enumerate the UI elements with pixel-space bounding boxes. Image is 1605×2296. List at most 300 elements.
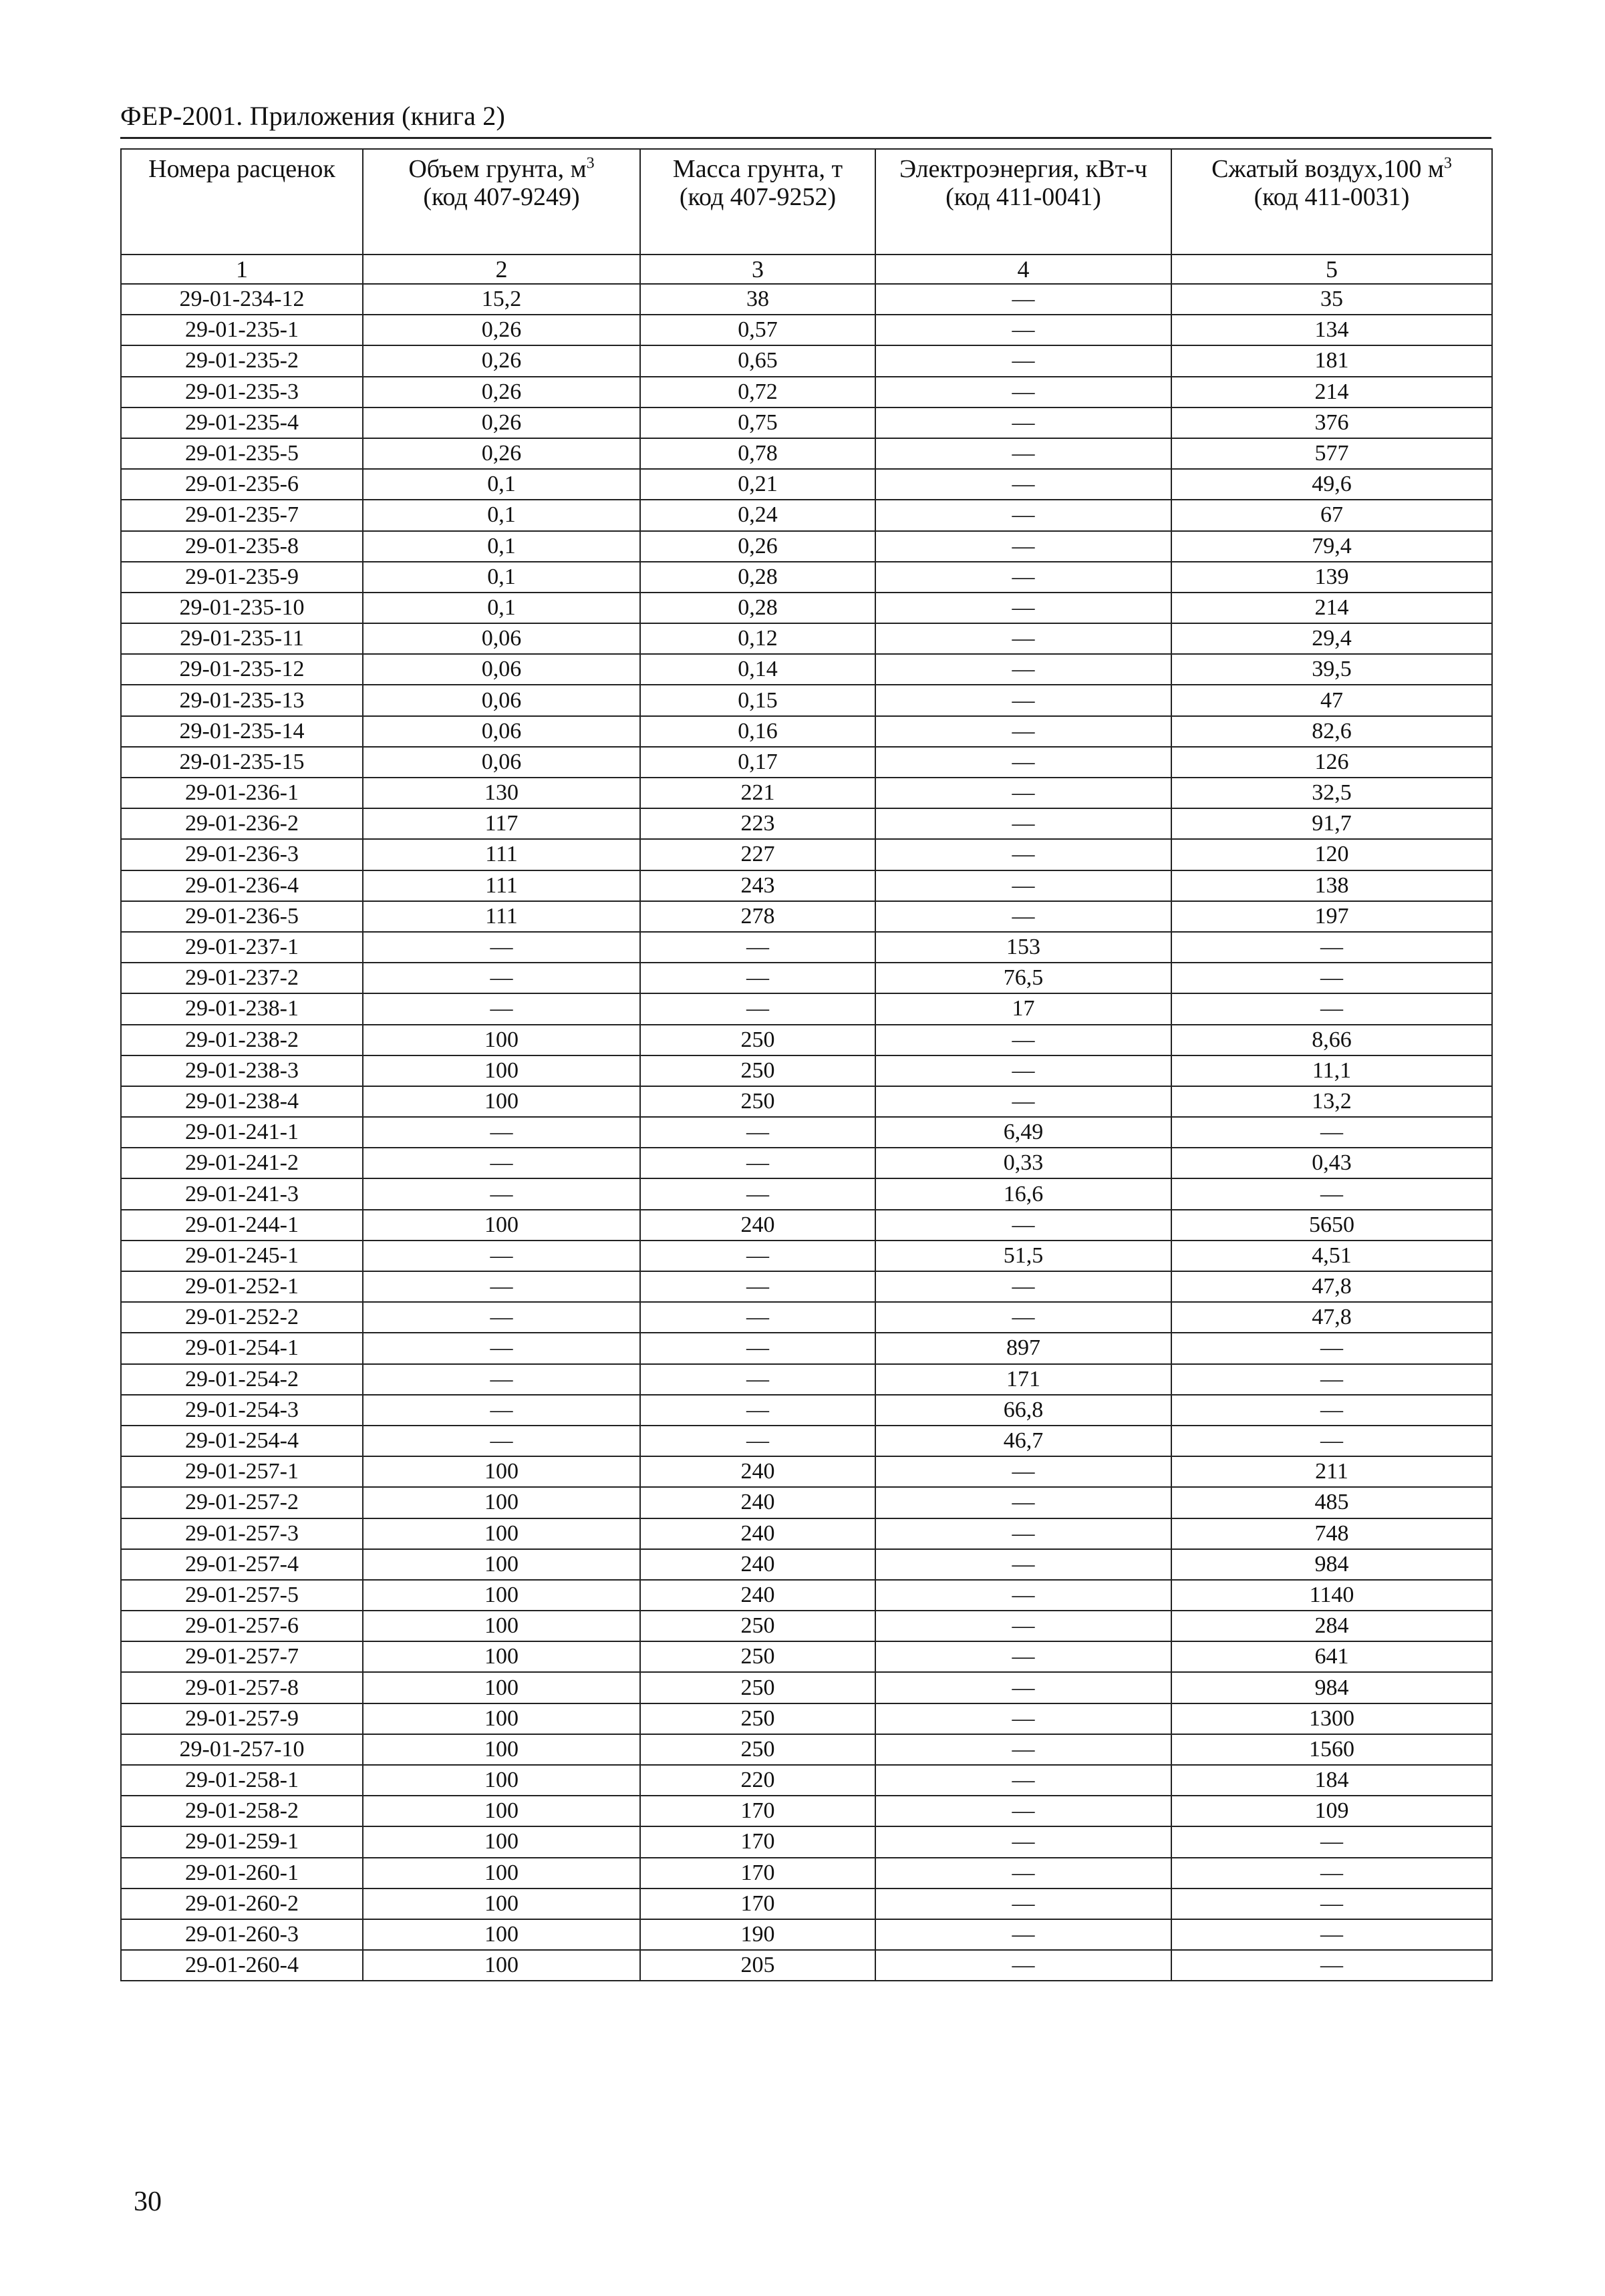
cell-soil-mass: 0,17 xyxy=(640,747,875,778)
cell-soil-mass: 190 xyxy=(640,1919,875,1950)
table-row xyxy=(121,1395,1492,1426)
cell-soil-mass: 170 xyxy=(640,1889,875,1919)
cell-soil-volume: 100 xyxy=(363,1826,640,1857)
cell-rate-number: 29-01-241-1 xyxy=(121,1117,363,1148)
cell-electricity: — xyxy=(875,1641,1171,1672)
cell-soil-volume: — xyxy=(363,1333,640,1363)
cell-rate-number: 29-01-257-10 xyxy=(121,1734,363,1765)
cell-soil-volume: 100 xyxy=(363,1611,640,1641)
cell-rate-number: 29-01-252-1 xyxy=(121,1271,363,1302)
table-row xyxy=(121,1117,1492,1148)
cell-compressed-air: 376 xyxy=(1171,407,1492,438)
cell-compressed-air: 4,51 xyxy=(1171,1241,1492,1271)
table-row xyxy=(121,1672,1492,1703)
column-number-row xyxy=(121,255,1492,284)
table-row xyxy=(121,1241,1492,1271)
cell-soil-mass: — xyxy=(640,1271,875,1302)
cell-soil-volume: 15,2 xyxy=(363,284,640,315)
cell-compressed-air: 29,4 xyxy=(1171,623,1492,654)
table-row xyxy=(121,377,1492,407)
table-row xyxy=(121,1055,1492,1086)
cell-rate-number: 29-01-238-4 xyxy=(121,1086,363,1117)
cell-electricity: — xyxy=(875,1826,1171,1857)
cell-rate-number: 29-01-235-7 xyxy=(121,500,363,530)
cell-soil-volume: 0,26 xyxy=(363,377,640,407)
cell-compressed-air: 47,8 xyxy=(1171,1271,1492,1302)
cell-electricity: — xyxy=(875,469,1171,500)
table-row xyxy=(121,1333,1492,1363)
cell-soil-mass: 0,16 xyxy=(640,716,875,747)
cell-compressed-air: 1560 xyxy=(1171,1734,1492,1765)
cell-rate-number: 29-01-241-3 xyxy=(121,1178,363,1209)
cell-soil-mass: — xyxy=(640,993,875,1024)
cell-soil-volume: — xyxy=(363,1364,640,1395)
cell-rate-number: 29-01-257-2 xyxy=(121,1487,363,1518)
cell-rate-number: 29-01-244-1 xyxy=(121,1210,363,1241)
column-header-label: Электроэнергия, кВт-ч xyxy=(899,155,1147,183)
cell-soil-mass: — xyxy=(640,963,875,993)
cell-compressed-air: 0,43 xyxy=(1171,1148,1492,1178)
cell-soil-volume: — xyxy=(363,1271,640,1302)
table-row xyxy=(121,1889,1492,1919)
column-header-soil-volume xyxy=(363,149,640,255)
cell-compressed-air: 11,1 xyxy=(1171,1055,1492,1086)
cell-soil-mass: 250 xyxy=(640,1641,875,1672)
cell-rate-number: 29-01-235-1 xyxy=(121,315,363,345)
cell-soil-mass: — xyxy=(640,1333,875,1363)
cell-electricity: — xyxy=(875,1672,1171,1703)
cell-compressed-air: 8,66 xyxy=(1171,1025,1492,1055)
column-header-label: Объем грунта, м xyxy=(408,155,587,183)
cell-electricity: — xyxy=(875,562,1171,593)
cell-soil-volume: 130 xyxy=(363,778,640,808)
cell-rate-number: 29-01-258-2 xyxy=(121,1796,363,1826)
cell-rate-number: 29-01-257-3 xyxy=(121,1518,363,1549)
cell-soil-mass: 0,57 xyxy=(640,315,875,345)
cell-soil-mass: 170 xyxy=(640,1858,875,1889)
column-header-compressed-air xyxy=(1171,149,1492,255)
cell-rate-number: 29-01-254-4 xyxy=(121,1426,363,1456)
cell-compressed-air: 134 xyxy=(1171,315,1492,345)
cell-rate-number: 29-01-236-5 xyxy=(121,901,363,932)
cell-soil-volume: 0,26 xyxy=(363,438,640,469)
table-row xyxy=(121,1734,1492,1765)
cell-electricity: 66,8 xyxy=(875,1395,1171,1426)
cell-soil-volume: — xyxy=(363,1395,640,1426)
cell-soil-volume: — xyxy=(363,1117,640,1148)
cell-soil-mass: 250 xyxy=(640,1703,875,1734)
cell-rate-number: 29-01-257-6 xyxy=(121,1611,363,1641)
cell-electricity: — xyxy=(875,1487,1171,1518)
table-row xyxy=(121,1210,1492,1241)
cell-soil-mass: 250 xyxy=(640,1055,875,1086)
cell-electricity: — xyxy=(875,1950,1171,1981)
cell-compressed-air: 91,7 xyxy=(1171,808,1492,839)
cell-soil-mass: 0,65 xyxy=(640,345,875,376)
cell-electricity: — xyxy=(875,870,1171,901)
cell-electricity: — xyxy=(875,685,1171,715)
cell-electricity: — xyxy=(875,284,1171,315)
cell-soil-volume: — xyxy=(363,1426,640,1456)
cell-soil-mass: 0,26 xyxy=(640,531,875,562)
cell-electricity: — xyxy=(875,1210,1171,1241)
cell-compressed-air: 139 xyxy=(1171,562,1492,593)
table-row xyxy=(121,1796,1492,1826)
cell-soil-volume: 0,26 xyxy=(363,345,640,376)
table-row xyxy=(121,315,1492,345)
cell-compressed-air: — xyxy=(1171,1826,1492,1857)
cell-electricity: — xyxy=(875,839,1171,870)
cell-soil-mass: 0,24 xyxy=(640,500,875,530)
cell-electricity: — xyxy=(875,438,1171,469)
cell-electricity: — xyxy=(875,1703,1171,1734)
cell-rate-number: 29-01-235-2 xyxy=(121,345,363,376)
column-number: 1 xyxy=(121,255,363,284)
cell-compressed-air: — xyxy=(1171,1178,1492,1209)
table-row xyxy=(121,747,1492,778)
cell-compressed-air: 284 xyxy=(1171,1611,1492,1641)
cell-soil-volume: 100 xyxy=(363,1086,640,1117)
cell-soil-volume: 100 xyxy=(363,1889,640,1919)
cell-compressed-air: — xyxy=(1171,993,1492,1024)
cell-rate-number: 29-01-235-4 xyxy=(121,407,363,438)
cell-compressed-air: 1140 xyxy=(1171,1580,1492,1611)
cell-rate-number: 29-01-257-4 xyxy=(121,1549,363,1580)
cell-rate-number: 29-01-258-1 xyxy=(121,1765,363,1796)
table-row xyxy=(121,345,1492,376)
cell-soil-mass: 240 xyxy=(640,1210,875,1241)
cell-soil-mass: 0,75 xyxy=(640,407,875,438)
cell-soil-volume: 0,1 xyxy=(363,469,640,500)
table-row xyxy=(121,438,1492,469)
cell-electricity: — xyxy=(875,531,1171,562)
cell-soil-volume: 0,1 xyxy=(363,562,640,593)
cell-compressed-air: 47,8 xyxy=(1171,1302,1492,1333)
cell-soil-mass: 227 xyxy=(640,839,875,870)
table-row xyxy=(121,963,1492,993)
cell-soil-volume: — xyxy=(363,1302,640,1333)
table-row xyxy=(121,623,1492,654)
table-row xyxy=(121,1703,1492,1734)
cell-electricity: — xyxy=(875,1025,1171,1055)
cell-compressed-air: 126 xyxy=(1171,747,1492,778)
cell-soil-mass: — xyxy=(640,1117,875,1148)
table-body xyxy=(121,284,1492,1981)
cell-rate-number: 29-01-259-1 xyxy=(121,1826,363,1857)
cell-compressed-air: 49,6 xyxy=(1171,469,1492,500)
table-row xyxy=(121,469,1492,500)
header-rule xyxy=(120,137,1491,139)
cell-rate-number: 29-01-236-4 xyxy=(121,870,363,901)
cell-electricity: — xyxy=(875,377,1171,407)
cell-rate-number: 29-01-260-4 xyxy=(121,1950,363,1981)
table-row xyxy=(121,993,1492,1024)
cell-soil-volume: 100 xyxy=(363,1518,640,1549)
cell-electricity: — xyxy=(875,1734,1171,1765)
cell-compressed-air: 211 xyxy=(1171,1456,1492,1487)
cell-electricity: — xyxy=(875,500,1171,530)
cell-rate-number: 29-01-257-7 xyxy=(121,1641,363,1672)
table-row xyxy=(121,716,1492,747)
cell-electricity: — xyxy=(875,747,1171,778)
cell-soil-mass: 221 xyxy=(640,778,875,808)
table-row xyxy=(121,1919,1492,1950)
table-row xyxy=(121,1178,1492,1209)
cell-electricity: — xyxy=(875,407,1171,438)
cell-rate-number: 29-01-237-2 xyxy=(121,963,363,993)
cell-soil-mass: — xyxy=(640,1241,875,1271)
cell-soil-volume: 0,06 xyxy=(363,716,640,747)
cell-rate-number: 29-01-236-2 xyxy=(121,808,363,839)
cell-electricity: — xyxy=(875,1858,1171,1889)
cell-soil-mass: — xyxy=(640,1148,875,1178)
table-head xyxy=(121,149,1492,284)
cell-electricity: — xyxy=(875,1456,1171,1487)
cell-soil-mass: 240 xyxy=(640,1549,875,1580)
cell-compressed-air: — xyxy=(1171,1858,1492,1889)
table-row xyxy=(121,284,1492,315)
cell-soil-volume: — xyxy=(363,1148,640,1178)
column-header-code: (код 407-9252) xyxy=(679,183,837,211)
cell-soil-mass: 170 xyxy=(640,1796,875,1826)
cell-soil-mass: — xyxy=(640,1395,875,1426)
cell-soil-volume: 100 xyxy=(363,1025,640,1055)
cell-soil-volume: — xyxy=(363,963,640,993)
table-row xyxy=(121,1456,1492,1487)
cell-electricity: — xyxy=(875,1055,1171,1086)
cell-rate-number: 29-01-235-12 xyxy=(121,654,363,685)
cell-soil-mass: 240 xyxy=(640,1456,875,1487)
cell-rate-number: 29-01-235-11 xyxy=(121,623,363,654)
cell-compressed-air: 641 xyxy=(1171,1641,1492,1672)
cell-compressed-air: 79,4 xyxy=(1171,531,1492,562)
cell-soil-volume: 100 xyxy=(363,1549,640,1580)
rates-table xyxy=(120,148,1493,1981)
cell-soil-mass: 205 xyxy=(640,1950,875,1981)
cell-compressed-air: 67 xyxy=(1171,500,1492,530)
cell-electricity: — xyxy=(875,1302,1171,1333)
cell-soil-mass: 220 xyxy=(640,1765,875,1796)
cell-rate-number: 29-01-254-1 xyxy=(121,1333,363,1363)
cell-soil-mass: 250 xyxy=(640,1611,875,1641)
cell-compressed-air: — xyxy=(1171,1426,1492,1456)
cell-soil-volume: 100 xyxy=(363,1950,640,1981)
column-number: 2 xyxy=(363,255,640,284)
cell-soil-mass: 250 xyxy=(640,1734,875,1765)
cell-electricity: 46,7 xyxy=(875,1426,1171,1456)
cell-electricity: — xyxy=(875,1889,1171,1919)
cell-soil-mass: 278 xyxy=(640,901,875,932)
table-row xyxy=(121,1364,1492,1395)
cell-soil-mass: 250 xyxy=(640,1025,875,1055)
cell-electricity: 897 xyxy=(875,1333,1171,1363)
cell-compressed-air: 109 xyxy=(1171,1796,1492,1826)
cell-compressed-air: — xyxy=(1171,1395,1492,1426)
column-header-label: Номера расценок xyxy=(148,155,335,183)
cell-electricity: 76,5 xyxy=(875,963,1171,993)
cell-soil-volume: 111 xyxy=(363,839,640,870)
cell-compressed-air: 214 xyxy=(1171,593,1492,623)
cell-soil-volume: 100 xyxy=(363,1456,640,1487)
column-header-row xyxy=(121,149,1492,255)
cell-compressed-air: 5650 xyxy=(1171,1210,1492,1241)
cell-soil-volume: 100 xyxy=(363,1487,640,1518)
table-row xyxy=(121,531,1492,562)
cell-electricity: — xyxy=(875,315,1171,345)
cell-soil-volume: 0,06 xyxy=(363,654,640,685)
cell-rate-number: 29-01-245-1 xyxy=(121,1241,363,1271)
column-number: 4 xyxy=(875,255,1171,284)
cell-rate-number: 29-01-241-2 xyxy=(121,1148,363,1178)
cell-soil-volume: 0,06 xyxy=(363,623,640,654)
cell-soil-volume: 100 xyxy=(363,1858,640,1889)
cell-soil-volume: 100 xyxy=(363,1580,640,1611)
cell-electricity: — xyxy=(875,808,1171,839)
cell-soil-mass: — xyxy=(640,1426,875,1456)
column-header-label: Сжатый воздух,100 м xyxy=(1211,155,1444,183)
cell-compressed-air: 82,6 xyxy=(1171,716,1492,747)
column-header-soil-mass xyxy=(640,149,875,255)
cell-rate-number: 29-01-254-3 xyxy=(121,1395,363,1426)
cell-rate-number: 29-01-235-8 xyxy=(121,531,363,562)
cell-soil-volume: 111 xyxy=(363,870,640,901)
cell-compressed-air: — xyxy=(1171,932,1492,963)
cell-soil-mass: 243 xyxy=(640,870,875,901)
cell-soil-volume: — xyxy=(363,932,640,963)
cell-soil-volume: 0,26 xyxy=(363,407,640,438)
cell-rate-number: 29-01-234-12 xyxy=(121,284,363,315)
cell-soil-mass: 240 xyxy=(640,1518,875,1549)
table-row xyxy=(121,932,1492,963)
column-header-code: (код 411-0031) xyxy=(1254,183,1410,211)
superscript: 3 xyxy=(1443,154,1452,172)
table-row xyxy=(121,407,1492,438)
table-row xyxy=(121,654,1492,685)
cell-soil-volume: 0,06 xyxy=(363,747,640,778)
cell-compressed-air: 214 xyxy=(1171,377,1492,407)
column-header-electricity xyxy=(875,149,1171,255)
cell-compressed-air: 1300 xyxy=(1171,1703,1492,1734)
cell-soil-mass: — xyxy=(640,1302,875,1333)
cell-electricity: — xyxy=(875,345,1171,376)
cell-compressed-air: 47 xyxy=(1171,685,1492,715)
cell-electricity: — xyxy=(875,1580,1171,1611)
cell-soil-volume: — xyxy=(363,993,640,1024)
cell-compressed-air: — xyxy=(1171,1950,1492,1981)
cell-soil-volume: 0,06 xyxy=(363,685,640,715)
table-row xyxy=(121,1858,1492,1889)
cell-electricity: — xyxy=(875,1518,1171,1549)
cell-soil-mass: 223 xyxy=(640,808,875,839)
cell-rate-number: 29-01-257-9 xyxy=(121,1703,363,1734)
table-row xyxy=(121,1426,1492,1456)
cell-soil-mass: — xyxy=(640,1178,875,1209)
cell-electricity: — xyxy=(875,1086,1171,1117)
cell-rate-number: 29-01-257-1 xyxy=(121,1456,363,1487)
cell-rate-number: 29-01-237-1 xyxy=(121,932,363,963)
table-row xyxy=(121,839,1492,870)
table-row xyxy=(121,1487,1492,1518)
table-row xyxy=(121,1025,1492,1055)
cell-rate-number: 29-01-260-2 xyxy=(121,1889,363,1919)
cell-soil-volume: 100 xyxy=(363,1703,640,1734)
cell-soil-mass: 0,21 xyxy=(640,469,875,500)
cell-rate-number: 29-01-236-1 xyxy=(121,778,363,808)
cell-electricity: 171 xyxy=(875,1364,1171,1395)
cell-soil-volume: 100 xyxy=(363,1641,640,1672)
cell-electricity: — xyxy=(875,1271,1171,1302)
column-header-code: (код 407-9249) xyxy=(423,183,580,211)
cell-compressed-air: 32,5 xyxy=(1171,778,1492,808)
cell-compressed-air: 984 xyxy=(1171,1672,1492,1703)
table-row xyxy=(121,808,1492,839)
cell-soil-mass: 0,14 xyxy=(640,654,875,685)
cell-soil-volume: 100 xyxy=(363,1672,640,1703)
table-row xyxy=(121,901,1492,932)
cell-electricity: — xyxy=(875,778,1171,808)
cell-soil-mass: 250 xyxy=(640,1086,875,1117)
cell-rate-number: 29-01-235-10 xyxy=(121,593,363,623)
cell-compressed-air: 184 xyxy=(1171,1765,1492,1796)
cell-soil-volume: 100 xyxy=(363,1919,640,1950)
cell-rate-number: 29-01-235-13 xyxy=(121,685,363,715)
cell-soil-volume: 0,1 xyxy=(363,593,640,623)
cell-compressed-air: 120 xyxy=(1171,839,1492,870)
column-number: 3 xyxy=(640,255,875,284)
cell-compressed-air: — xyxy=(1171,1364,1492,1395)
cell-compressed-air: 485 xyxy=(1171,1487,1492,1518)
cell-electricity: — xyxy=(875,1919,1171,1950)
cell-rate-number: 29-01-235-9 xyxy=(121,562,363,593)
cell-soil-volume: 100 xyxy=(363,1055,640,1086)
cell-compressed-air: 35 xyxy=(1171,284,1492,315)
cell-soil-volume: 0,26 xyxy=(363,315,640,345)
cell-electricity: — xyxy=(875,716,1171,747)
cell-rate-number: 29-01-260-1 xyxy=(121,1858,363,1889)
cell-rate-number: 29-01-252-2 xyxy=(121,1302,363,1333)
cell-soil-volume: 111 xyxy=(363,901,640,932)
column-header-code: (код 411-0041) xyxy=(945,183,1101,211)
table-row xyxy=(121,1549,1492,1580)
column-header-label: Масса грунта, т xyxy=(672,155,843,183)
column-header-rate-numbers xyxy=(121,149,363,255)
cell-soil-mass: 0,72 xyxy=(640,377,875,407)
cell-rate-number: 29-01-238-1 xyxy=(121,993,363,1024)
cell-soil-mass: 0,28 xyxy=(640,593,875,623)
cell-electricity: 153 xyxy=(875,932,1171,963)
cell-soil-mass: — xyxy=(640,1364,875,1395)
cell-electricity: 51,5 xyxy=(875,1241,1171,1271)
cell-electricity: — xyxy=(875,623,1171,654)
table-row xyxy=(121,870,1492,901)
cell-soil-volume: 0,1 xyxy=(363,500,640,530)
superscript: 3 xyxy=(586,154,595,172)
table-row xyxy=(121,1641,1492,1672)
cell-soil-mass: — xyxy=(640,932,875,963)
column-number: 5 xyxy=(1171,255,1492,284)
table-row xyxy=(121,500,1492,530)
cell-rate-number: 29-01-235-6 xyxy=(121,469,363,500)
cell-rate-number: 29-01-254-2 xyxy=(121,1364,363,1395)
table-row xyxy=(121,1271,1492,1302)
cell-electricity: — xyxy=(875,593,1171,623)
cell-electricity: 6,49 xyxy=(875,1117,1171,1148)
cell-electricity: — xyxy=(875,901,1171,932)
cell-rate-number: 29-01-238-2 xyxy=(121,1025,363,1055)
cell-rate-number: 29-01-236-3 xyxy=(121,839,363,870)
cell-rate-number: 29-01-235-14 xyxy=(121,716,363,747)
table-row xyxy=(121,562,1492,593)
